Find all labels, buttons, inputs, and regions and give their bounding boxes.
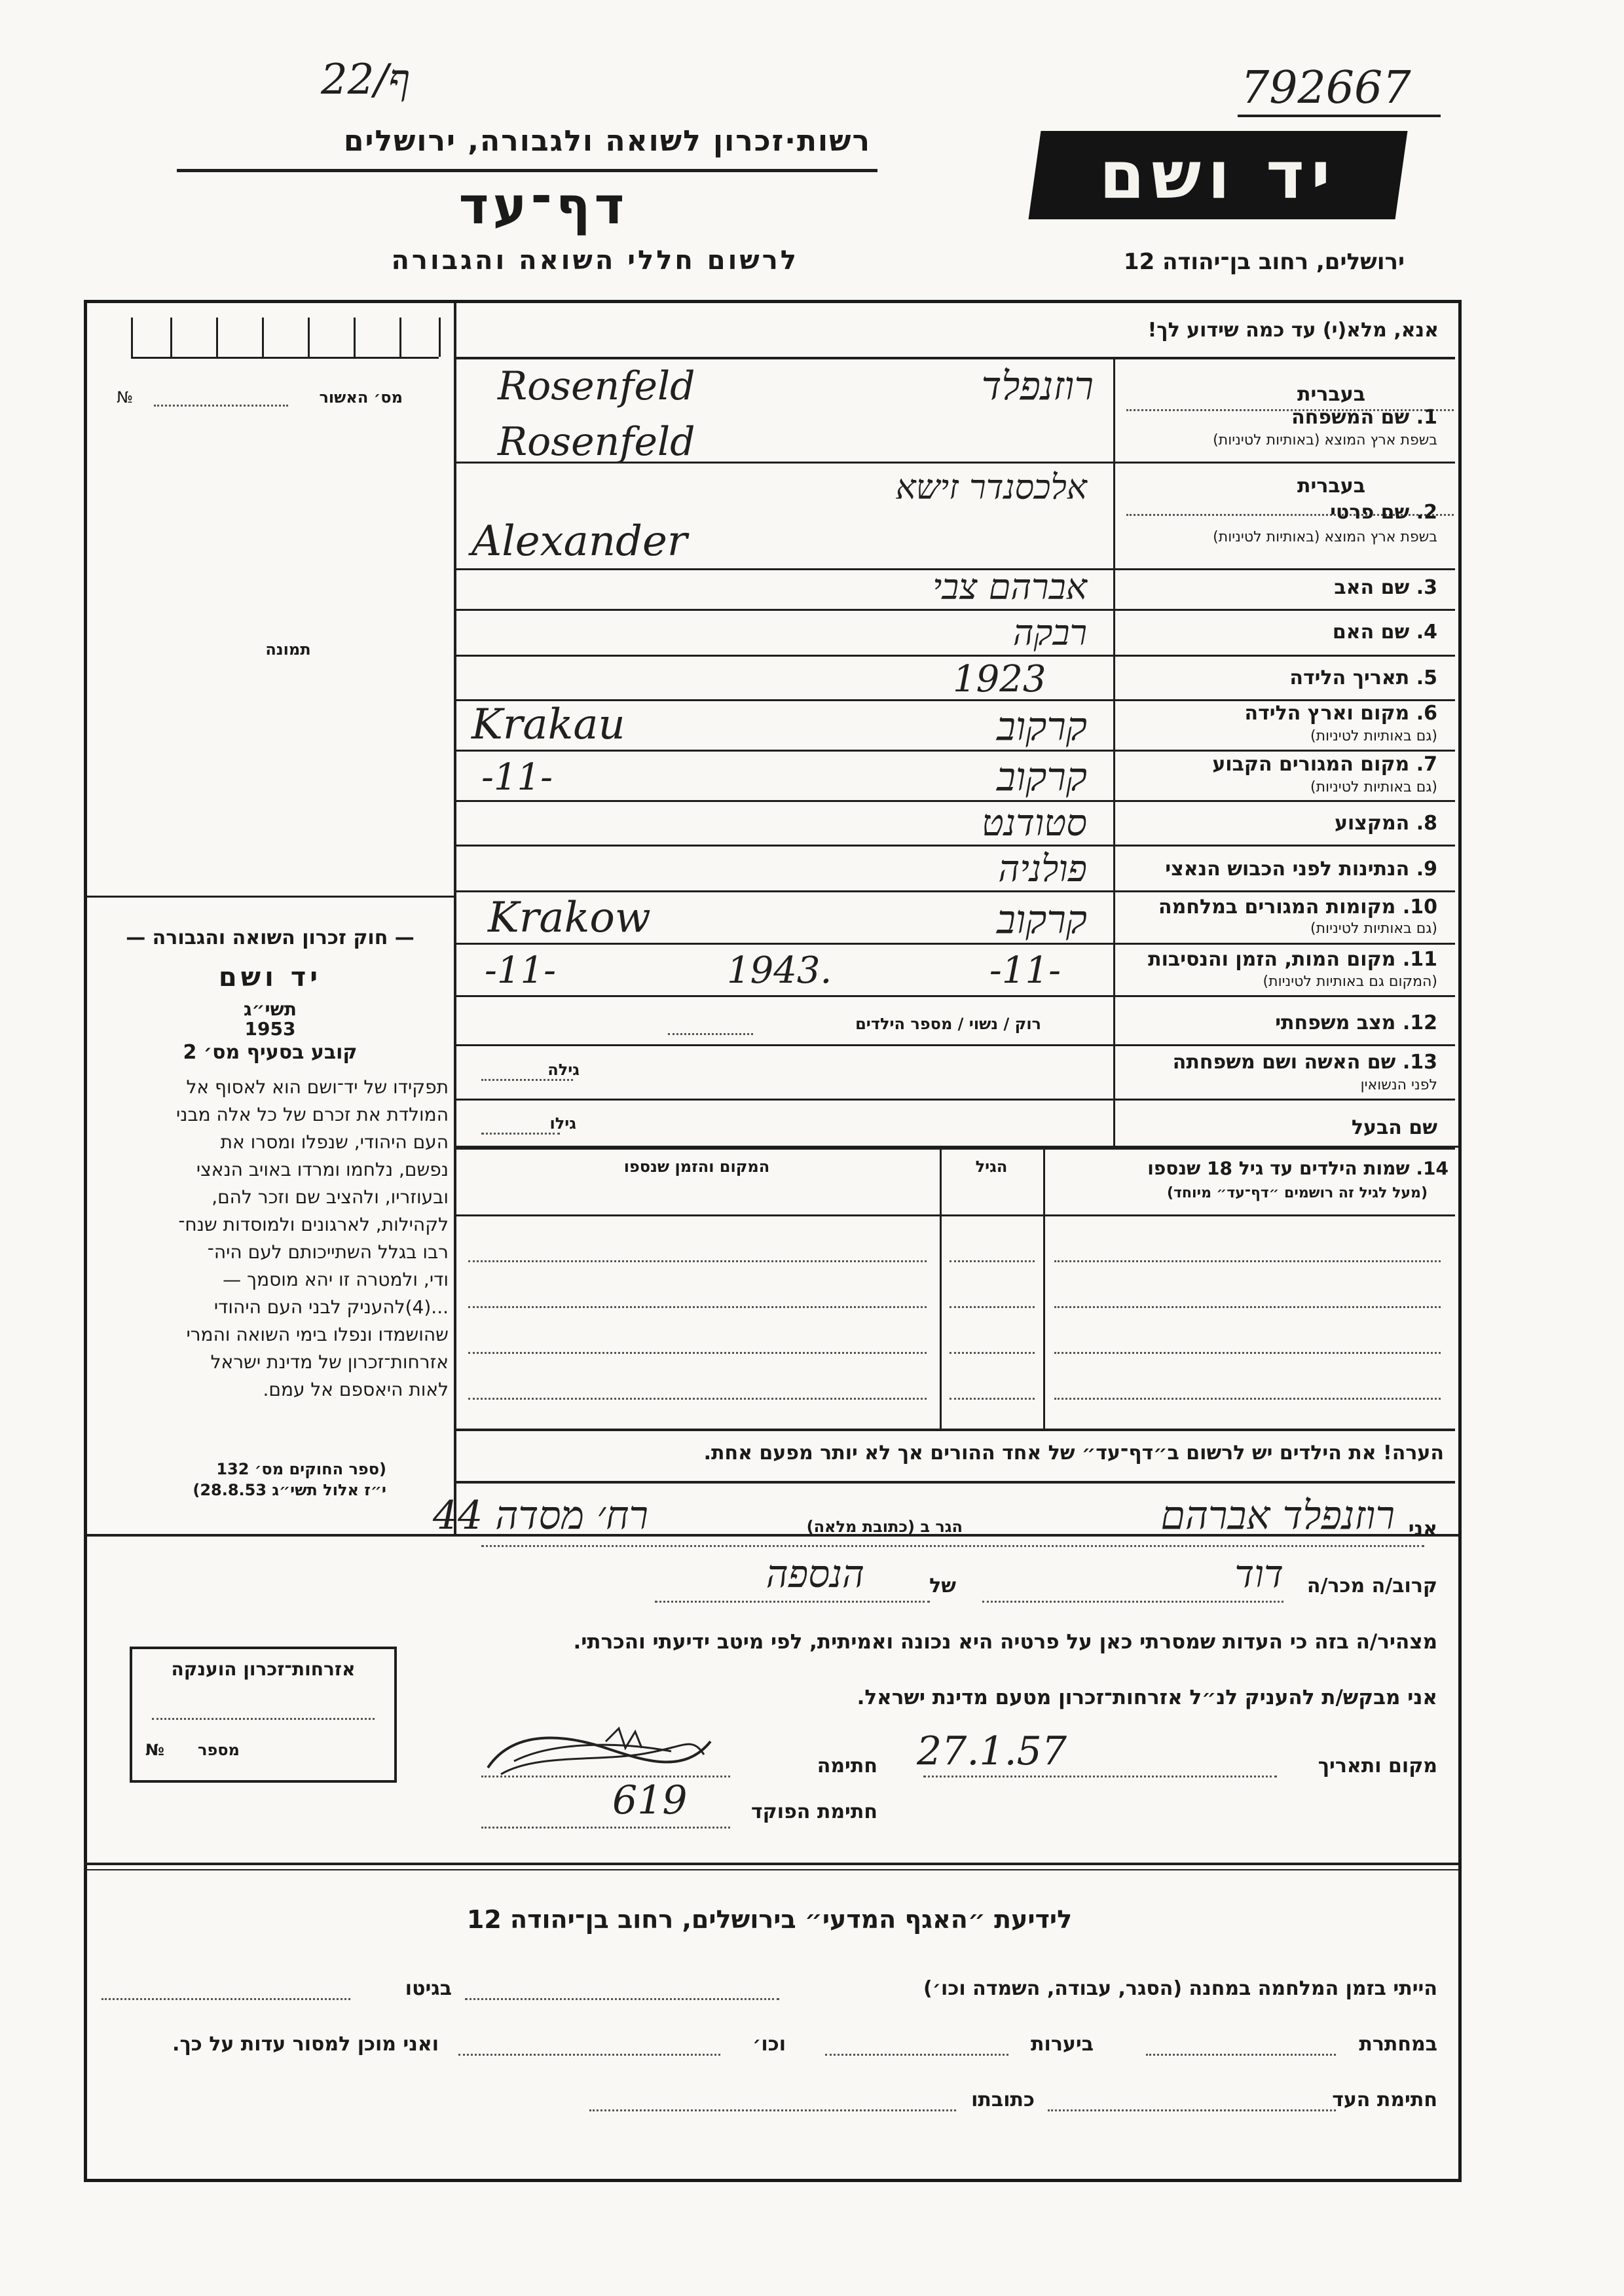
law-line: המולדת את זכרם של כל אלה מבני (175, 1104, 449, 1125)
citizenship-number-label: מספר (198, 1741, 240, 1759)
field-9-label: 9. הנתינות לפני הכבוש הנאצי (1165, 858, 1437, 881)
form-title: דף־עד (458, 177, 629, 236)
photo-area-divider (87, 896, 454, 898)
law-line: ...(4)להעניק לבני העם היהודי (213, 1296, 449, 1318)
field-6-sub: (גם באותיות לטיניות) (1310, 728, 1437, 744)
law-line: לקהילות, לארגונים ולמוסדות שנח־ (178, 1214, 449, 1235)
field-7-latin-value: -11- (481, 756, 553, 799)
field-8-label: 8. המקצוע (1334, 812, 1437, 835)
photo-label: תמונה (265, 640, 311, 659)
declarant-name: רוזנפלד אברהם (1160, 1493, 1395, 1539)
form-subtitle: לרשום חללי השואה והגבורה (391, 246, 799, 276)
bottom-section-divider-1 (84, 1863, 1458, 1865)
note-top-divider (454, 1429, 1455, 1431)
field-1-latin-value: Rosenfeld (498, 363, 695, 409)
bottom-willing: ואני מוכן למסור עדות על כך. (172, 2033, 439, 2056)
bottom-title: לידיעת ״האגף המדעי״ בירושלים, רחוב בן־יהודה 12 (466, 1905, 1073, 1934)
handwritten-file-number-left: 22/ף (321, 56, 411, 104)
law-line: ודי, ולמטרה זו יהא מוסמך — (223, 1269, 449, 1290)
field-11-year: 1943. (727, 949, 832, 992)
field-3-label: 3. שם האב (1334, 576, 1437, 599)
note-bottom-divider (454, 1481, 1455, 1484)
citizenship-title: אזרחות־זכרון הוענקה (171, 1658, 356, 1680)
field-5-value: 1923 (953, 658, 1046, 701)
bottom-section-divider-2 (84, 1869, 1458, 1870)
citizenship-number-mark: № (145, 1741, 164, 1759)
field-11-latin-value: -11- (485, 949, 557, 992)
law-line: תפקידו של יד־ושם הוא לאסוף אל (186, 1076, 449, 1098)
field-2-latin-value: Alexander (471, 517, 688, 566)
law-reference-2: י״ז אלול תשי״ג 28.8.53) (193, 1481, 386, 1499)
field-5-label: 5. תאריך הלידה (1289, 666, 1437, 689)
field-11-label: 11. מקום המות, הזמן והנסיבות (1148, 948, 1437, 971)
field-6-latin-value: Krakau (471, 701, 625, 749)
citizenship-box (130, 1647, 397, 1783)
law-logo: יד ושם (218, 962, 322, 993)
authority-name: רשות·זכרון לשואה ולגבורה, ירושלים (343, 124, 871, 158)
bottom-underground: במחתרת (1359, 2033, 1437, 2056)
handwritten-file-number-right: 792667 (1241, 62, 1411, 114)
law-line: לאות היאספם אל עמם. (263, 1379, 449, 1400)
law-year-hebrew: תשי״ג (244, 998, 297, 1020)
children-sub: (מעל לגיל זה רושמים ״דף־עד״ מיוחד) (1166, 1185, 1428, 1201)
bottom-forests: ביערות (1031, 2033, 1094, 2056)
approval-number-boxes (124, 318, 452, 363)
field-1-label: 1. שם המשפחה (1291, 406, 1437, 429)
law-line: העם היהודי, שנפלו ומסרו את (220, 1131, 449, 1153)
yad-vashem-logo (1029, 131, 1408, 219)
field-13-label: 13. שם האשה ושם משפחתה (1172, 1051, 1437, 1074)
field-11-hebrew-value: -11- (989, 949, 1061, 992)
field-6-label: 6. מקום וארץ הלידה (1244, 702, 1437, 725)
left-column-divider (454, 303, 456, 1534)
field-13-sub: לפני הנשואין (1360, 1077, 1437, 1093)
declaration-i-label: אני (1408, 1518, 1437, 1540)
tag-hebrew-1: בעברית (1297, 383, 1365, 406)
field-10-label: 10. מקומות המגורים במלחמה (1158, 896, 1437, 919)
field-2-label: 2. שם פרטי (1330, 501, 1437, 524)
field-6-hebrew-value: קרקוב (997, 704, 1087, 750)
field-1-hebrew-value: רוזנפלד (981, 363, 1094, 409)
intro-text: אנא, מלא(י) עד כמה שידוע לך! (1147, 319, 1439, 342)
field-8-value: סטודנט (982, 802, 1087, 845)
signature-label: חתימה (817, 1755, 877, 1777)
officer-signature-value: 619 (612, 1777, 688, 1823)
field-9-value: פולניה (998, 848, 1087, 890)
handwritten-underline (1238, 115, 1441, 117)
field-3-value: אברהם צבי (932, 566, 1087, 608)
law-line: רבו בגלל השתייכותם לעם היה־ (207, 1241, 449, 1263)
children-header-top (454, 1147, 1455, 1150)
address: ירושלים, רחוב בן־יהודה 12 (1123, 249, 1405, 275)
officer-signature-label: חתימת הפוקד (751, 1800, 877, 1823)
declaration-residing-label: הגר ב (כתובת מלאה) (806, 1518, 963, 1536)
law-line: שהושמדו ונפלו בימי השואה והמרי (186, 1324, 449, 1345)
declaration-statement: מצהיר/ה בזה כי העדות שמסרתי כאן על פרטיה היא נכונה ואמיתית, לפי מיטב ידיעתי והכרתי. (573, 1630, 1437, 1654)
date-value: 27.1.57 (917, 1728, 1067, 1774)
place-date-label: מקום ותאריך (1318, 1755, 1437, 1777)
field-12-label: 12. מצב משפחתי (1275, 1011, 1437, 1034)
law-clause: קובע בסעיף מס׳ 2 (183, 1041, 358, 1064)
declarant-address: רח׳ מסדה 44 (432, 1493, 648, 1539)
bottom-witness-signature: חתימת העד (1332, 2088, 1437, 2111)
field-2-hebrew-value: אלכסנדר זישא (895, 468, 1087, 507)
law-title: — חוק זכרון השואה והגבורה — (126, 926, 415, 949)
field-11-sub: (המקום גם באותיות לטיניות) (1263, 974, 1437, 990)
field-10-sub: (גם באותיות לטיניות) (1310, 920, 1437, 937)
intro-divider (454, 357, 1455, 359)
law-line: אזרחות־זכרון של מדינת ישראל (210, 1351, 449, 1373)
authority-underline (177, 169, 877, 172)
approval-number-line (154, 405, 288, 407)
approval-number-mark: № (117, 388, 133, 407)
children-age-header: הגיל (975, 1157, 1008, 1176)
of-value: הנספה (766, 1552, 864, 1596)
bottom-address: כתובתו (971, 2088, 1035, 2111)
law-text (92, 1074, 449, 1404)
law-line: נפשם, נלחמו ומרדו באויב הנאצי (196, 1159, 449, 1180)
field-7-label: 7. מקום המגורים הקבוע (1212, 753, 1437, 776)
note-text: הערה! את הילדים יש לרשום ב״דף־עד״ של אחד ההורים אך לא יותר מפעם אחת. (703, 1442, 1444, 1465)
logo-text: יד ושם (1099, 137, 1337, 213)
relative-label: קרוב/ה מכר/ה (1306, 1575, 1437, 1597)
field-1-latin-value-repeat: Rosenfeld (498, 419, 695, 465)
children-col-divider-1 (1043, 1147, 1045, 1429)
wife-age-label: גילה (547, 1061, 580, 1079)
husband-age-label: גילו (549, 1114, 576, 1133)
law-year: 1953 (244, 1018, 296, 1040)
of-label: של (929, 1575, 956, 1597)
field-10-latin-value: Krakow (488, 894, 651, 942)
tag-hebrew-2: בעברית (1297, 475, 1365, 498)
bottom-line-1: הייתי בזמן המלחמה במחנה (הסגר, עבודה, השמדה וכו׳) (923, 1977, 1437, 2000)
relative-value: דוד (1234, 1552, 1283, 1596)
field-10-hebrew-value: קרקוב (997, 897, 1087, 943)
bottom-line-1-ghetto: בגיטו (405, 1977, 452, 2000)
field-4-value: רבקה (1012, 612, 1087, 653)
children-col-divider-2 (940, 1147, 942, 1429)
law-line: ובעוזריו, ולהציב שם וזכר להם, (212, 1186, 449, 1208)
field-7-hebrew-value: קרקוב (997, 754, 1087, 800)
children-place-header: המקום והזמן שנספו (623, 1157, 770, 1176)
husband-label: שם הבעל (1351, 1116, 1437, 1139)
field-12-options: רוק / נשוי / מספר הילדים (855, 1015, 1041, 1033)
law-reference-1: (ספר החוקים מס׳ 132 (216, 1460, 386, 1478)
bottom-etc: וכו׳ (752, 2033, 786, 2056)
field-1-sub: בשפת ארץ המוצא (באותיות לטיניות) (1213, 432, 1437, 448)
approval-number-label: מס׳ האשור (319, 388, 403, 407)
declaration-request: אני מבקש/ת להעניק לנ״ל אזרחות־זכרון מטעם מדינת ישראל. (857, 1686, 1437, 1709)
field-2-sub: בשפת ארץ המוצא (באותיות לטיניות) (1213, 529, 1437, 545)
field-7-sub: (גם באותיות לטיניות) (1310, 779, 1437, 795)
children-label: 14. שמות הילדים עד גיל 18 שנספו (1147, 1157, 1449, 1179)
field-4-label: 4. שם האם (1332, 621, 1437, 644)
